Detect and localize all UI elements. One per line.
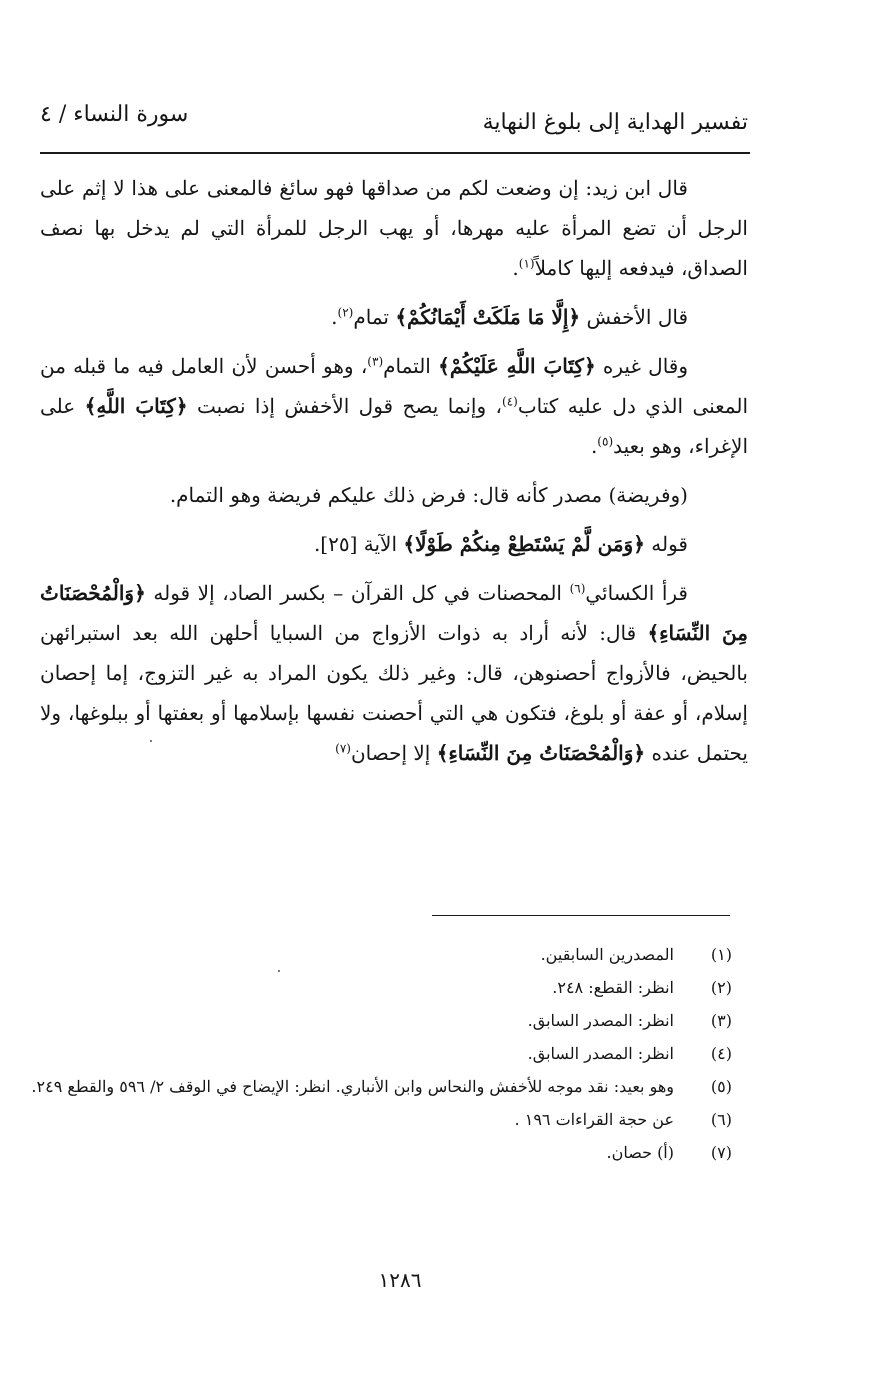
footnote-ref: (٤) [502, 394, 518, 409]
footnote-text: انظر: القطع: ٢٤٨. [552, 978, 674, 997]
footnote-number: (٣) [710, 1011, 732, 1030]
paragraph-ibn-zayd: قال ابن زيد: إن وضعت لكم من صداقها فهو سائغ فالمعنى على هذا لا إثم على الرجل أن تضع المرأة عليه مهرها، أو يهب الرجل للمرأة التي لم يدخل بها نصف الصداق، فيدفعه إليها كاملاً$^{(١)}$. [40, 176, 748, 280]
page-number: ١٢٨٦ [378, 1268, 422, 1292]
footnote-ref: (١) [518, 256, 535, 271]
paragraph-akhfash: قال الأخفش ﴿إِلَّا مَا مَلَكَتْ أَيْمَانُكُمْ﴾ تمام$^{(٢)}$. [331, 305, 688, 329]
footnote [22, 938, 738, 971]
footnote-number: (٧) [710, 1143, 732, 1162]
quran-quote: ﴿وَمَن لَّمْ يَسْتَطِعْ مِنكُمْ طَوْلًا﴾ [403, 532, 645, 556]
footnote [22, 1004, 738, 1037]
footnote-number: (٢) [710, 978, 732, 997]
quran-quote: ﴿كِتَابَ اللَّهِ عَلَيْكُمْ﴾ [438, 354, 596, 378]
footnote [22, 1103, 738, 1136]
footnote [22, 971, 738, 1004]
scan-speck [278, 970, 280, 972]
footnotes [22, 938, 738, 1169]
footnote-divider [432, 915, 730, 916]
paragraph-kisai: قرأ الكسائي$^{(٦)}$ المحصنات في كل القرآن – بكسر الصاد، إلا قوله ﴿وَالْمُحْصَنَاتُ مِنَ النِّسَاءِ﴾ قال: لأنه أراد به ذوات الأزواج من السبايا أحلهن الله بعد استبرائهن بالحيض، فالأزواج أحصنوهن، قال: وغير ذلك يكون المراد به غير التزوج، إما إحصان إسلام، أو عفة أو بلوغ، فتكون هي التي أحصنت نفسها بإسلامها أو بعفتها أو ببلوغها، ولا يحتمل عنده ﴿وَالْمُحْصَنَاتُ مِنَ النِّسَاءِ﴾ إلا إحصان$^{(٧)}$ [40, 581, 748, 765]
footnote-ref: (٦) [569, 581, 586, 596]
running-header [40, 100, 748, 150]
footnote-text: وهو بعيد: نقد موجه للأخفش والنحاس وابن الأنباري. انظر: الإيضاح في الوقف ٢/ ٥٩٦ والقطع ٢٤٩. [31, 1077, 674, 1096]
footnote-number: (٥) [710, 1077, 732, 1096]
footnote-ref: (٥) [597, 434, 614, 449]
scan-speck [150, 740, 152, 742]
footnote-text: انظر: المصدر السابق. [527, 1011, 674, 1030]
footnote-text: انظر: المصدر السابق. [527, 1044, 674, 1063]
quran-quote: ﴿إِلَّا مَا مَلَكَتْ أَيْمَانُكُمْ﴾ [395, 305, 581, 329]
footnote-number: (٦) [710, 1110, 732, 1129]
footnote [22, 1070, 738, 1103]
header-divider [40, 152, 750, 154]
paragraph-others: وقال غيره ﴿كِتَابَ اللَّهِ عَلَيْكُمْ﴾ التمام$^{(٣)}$، وهو أحسن لأن العامل فيه ما قبله من المعنى الذي دل عليه كتاب$^{(٤)}$، وإنما يصح قول الأخفش إذا نصبت ﴿كِتَابَ اللَّهِ﴾ على الإغراء، وهو بعيد$^{(٥)}$. [40, 354, 749, 458]
footnote-text: المصدرين السابقين. [540, 945, 674, 964]
footnote-ref: (٢) [337, 305, 354, 320]
footnote-text: عن حجة القراءات ١٩٦ . [514, 1110, 674, 1129]
paragraph-verse-25: قوله ﴿وَمَن لَّمْ يَسْتَطِعْ مِنكُمْ طَوْلًا﴾ الآية [٢٥]. [313, 532, 688, 556]
footnote-ref: (٧) [335, 741, 351, 756]
footnote [22, 1037, 738, 1070]
quran-quote: ﴿كِتَابَ اللَّهِ﴾ [84, 394, 188, 418]
footnote-text: (أ) حصان. [606, 1143, 674, 1162]
footnote-number: (١) [710, 945, 732, 964]
book-title: تفسير الهداية إلى بلوغ النهاية [482, 110, 748, 135]
main-text [40, 168, 748, 782]
footnote-number: (٤) [710, 1044, 732, 1063]
quran-quote: ﴿وَالْمُحْصَنَاتُ مِنَ النِّسَاءِ﴾ [40, 581, 748, 645]
footnote [22, 1136, 738, 1169]
paragraph-fareeda: (وفريضة) مصدر كأنه قال: فرض ذلك عليكم فريضة وهو التمام. [169, 483, 688, 507]
quran-quote: ﴿وَالْمُحْصَنَاتُ مِنَ النِّسَاءِ﴾ [436, 741, 646, 765]
surah-reference: سورة النساء / ٤ [40, 102, 189, 127]
footnote-ref: (٣) [367, 354, 384, 369]
